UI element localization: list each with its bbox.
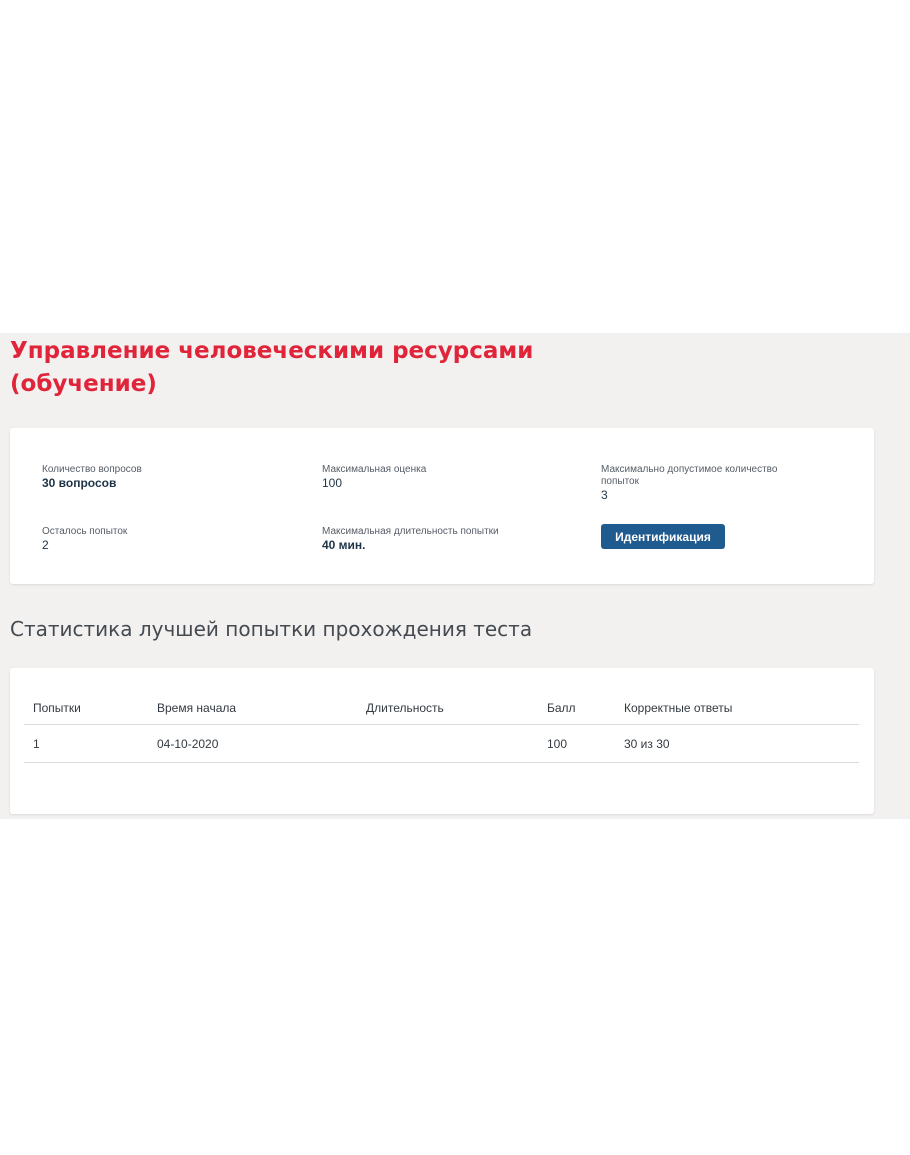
max-attempts-label: Максимально допустимое количество попыток [601, 464, 778, 487]
column-header-score: Балл [538, 691, 615, 725]
page-title: Управление человеческими ресурсами (обучение) [10, 338, 534, 397]
cell-duration [357, 725, 538, 763]
max-duration-label: Максимальная длительность попытки [322, 526, 499, 537]
cell-score: 100 [538, 725, 615, 763]
questions-count-field [42, 464, 262, 490]
cell-correct-answers: 30 из 30 [615, 725, 859, 763]
stats-table [24, 691, 859, 763]
test-info-card [10, 428, 874, 584]
stats-card [10, 668, 874, 814]
attempts-left-value: 2 [42, 538, 49, 552]
max-score-value: 100 [322, 476, 343, 490]
max-score-label: Максимальная оценка [322, 464, 427, 475]
column-header-attempts: Попытки [24, 691, 148, 725]
stats-section-title: Статистика лучшей попытки прохождения теста [10, 617, 533, 641]
max-attempts-field [601, 464, 816, 502]
cell-attempt: 1 [24, 725, 148, 763]
max-duration-value: 40 мин. [322, 538, 366, 552]
test-page [0, 333, 910, 819]
table-row [24, 725, 859, 763]
max-duration-field [322, 526, 542, 552]
identification-button[interactable]: Идентификация [601, 524, 725, 549]
attempts-left-field [42, 526, 262, 552]
table-header-row [24, 691, 859, 725]
column-header-start-time: Время начала [148, 691, 357, 725]
attempts-left-label: Осталось попыток [42, 526, 128, 537]
max-score-field [322, 464, 542, 490]
questions-count-label: Количество вопросов [42, 464, 142, 475]
column-header-correct-answers: Корректные ответы [615, 691, 859, 725]
questions-count-value: 30 вопросов [42, 476, 117, 490]
column-header-duration: Длительность [357, 691, 538, 725]
cell-start-time: 04-10-2020 [148, 725, 357, 763]
max-attempts-value: 3 [601, 488, 608, 502]
